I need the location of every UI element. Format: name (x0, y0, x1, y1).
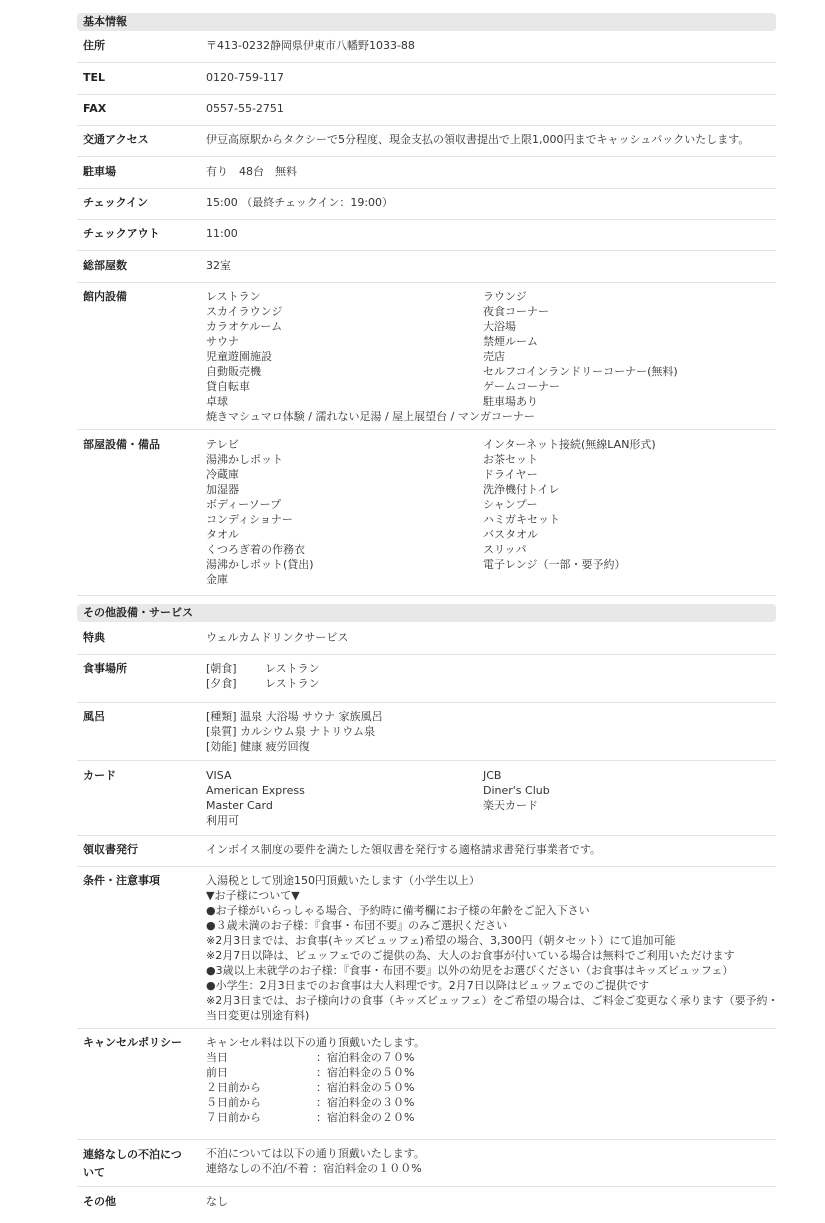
row-noshow (77, 1146, 776, 1187)
facility-item: サウナ (206, 335, 239, 348)
label-dining: 食事場所 (83, 662, 127, 675)
card-item: VISA (206, 769, 232, 782)
label-noshow: 連絡なしの不泊について (83, 1148, 182, 1179)
label-checkout: チェックアウト (83, 227, 160, 240)
condition-line: ※2月7日以降は、ビュッフェでのご提供の為、大人のお食事が付いている場合は無料でご利用いただけます (206, 949, 735, 962)
row-address (77, 38, 776, 63)
facility-item: スカイラウンジ (206, 305, 283, 318)
row-tel (77, 70, 776, 95)
amenity-item: 金庫 (206, 573, 228, 586)
amenity-item: 湯沸かしポット(貸出) (206, 558, 314, 571)
amenity-item: スリッパ (483, 543, 527, 556)
row-facilities (77, 289, 776, 430)
cancel-when: ５日前から (206, 1096, 261, 1109)
noshow-line: 連絡なしの不泊/不着 ：宿泊料金の１００% (206, 1162, 422, 1175)
section-header-basic: 基本情報 (77, 13, 776, 31)
facility-item: 夜食コーナー (483, 305, 549, 318)
row-parking (77, 164, 776, 189)
facility-item: 自動販売機 (206, 365, 261, 378)
cancel-fee: ：宿泊料金の５０% (316, 1066, 415, 1079)
dining-place: レストラン (265, 677, 320, 690)
label-fax: FAX (83, 102, 107, 115)
value-checkin: 15:00 （最終チェックイン：19:00） (206, 196, 394, 209)
value-checkout: 11:00 (206, 227, 238, 240)
condition-line: ▼お子様について▼ (206, 889, 300, 902)
noshow-list (206, 1146, 771, 1176)
card-item: Diner's Club (483, 784, 550, 797)
label-card: カード (83, 769, 116, 782)
amenities-col2 (483, 437, 656, 572)
section-header-other: その他設備・サービス (77, 604, 776, 622)
label-facilities: 館内設備 (83, 290, 127, 303)
label-tel: TEL (83, 71, 106, 84)
amenity-item: シャンプー (483, 498, 538, 511)
facility-item: 禁煙ルーム (483, 335, 538, 348)
value-benefit: ウェルカムドリンクサービス (206, 631, 349, 644)
card-item: 利用可 (206, 814, 239, 827)
label-conditions: 条件・注意事項 (83, 874, 160, 887)
amenity-item: ボディーソープ (206, 498, 282, 511)
condition-line: ※2月3日までは、お子様向けの食事（キッズビュッフェ）をご希望の場合は、ご料金ご変更なく承ります（要予約・ (206, 994, 779, 1007)
label-parking: 駐車場 (83, 165, 116, 178)
condition-line: ※2月3日までは、お食事(キッズビュッフェ)希望の場合、3,300円（朝タセット）にて追加可能 (206, 934, 676, 947)
cancel-intro: キャンセル料は以下の通り頂戴いたします。 (206, 1036, 426, 1049)
row-fax (77, 101, 776, 126)
value-address: 〒413-0232静岡県伊東市八幡野1033-88 (206, 39, 415, 52)
facility-item: セルフコインランドリーコーナー(無料) (483, 365, 678, 378)
dining-item (206, 661, 771, 676)
condition-line: ●お子様がいらっしゃる場合、予約時に備考欄にお子様の年齢をご記入下さい (206, 904, 590, 917)
condition-line: 入湯税として別途150円頂戴いたします（小学生以上） (206, 874, 480, 887)
amenity-item: 洗浄機付トイレ (483, 483, 560, 496)
bath-list (206, 709, 771, 754)
cancel-row (206, 1050, 771, 1065)
facility-item: 貸自転車 (206, 380, 250, 393)
facility-item: 焼きマシュマロ体験 / 濡れない足湯 / 屋上展望台 / マンガコーナー (206, 410, 535, 423)
noshow-line: 不泊については以下の通り頂戴いたします。 (206, 1147, 425, 1160)
dining-meal: [夕食] (206, 677, 237, 690)
card-col2 (483, 768, 550, 813)
amenity-item: インターネット接続(無線LAN形式) (483, 438, 656, 451)
label-cancel: キャンセルポリシー (83, 1036, 182, 1049)
facility-item: カラオケルーム (206, 320, 283, 333)
label-checkin: チェックイン (83, 196, 149, 209)
condition-line: ●3歳以上未就学のお子様：『食事・布団不要』以外の幼児をお選びください（お食事はキッズビュッフェ） (206, 964, 734, 977)
amenity-item: バスタオル (483, 528, 538, 541)
cancel-row (206, 1080, 771, 1095)
amenity-item: ハミガキセット (483, 513, 560, 526)
label-access: 交通アクセス (83, 133, 149, 146)
cancel-when: ７日前から (206, 1111, 261, 1124)
row-checkout (77, 226, 776, 251)
cancel-when: 前日 (206, 1066, 228, 1079)
cancel-when: ２日前から (206, 1081, 261, 1094)
value-rooms: 32室 (206, 259, 231, 272)
dining-item (206, 676, 771, 691)
amenity-item: テレビ (206, 438, 239, 451)
label-benefit: 特典 (83, 631, 105, 644)
cancel-row (206, 1110, 771, 1125)
dining-place: レストラン (265, 662, 320, 675)
amenity-item: ドライヤー (483, 468, 538, 481)
facility-item: 卓球 (206, 395, 228, 408)
label-other: その他 (83, 1195, 116, 1208)
amenity-item: お茶セット (483, 453, 538, 466)
row-conditions (77, 873, 779, 1029)
facility-item: 駐車場あり (483, 395, 538, 408)
bath-info: [効能] 健康 疲労回復 (206, 740, 310, 753)
cancel-list (206, 1035, 771, 1125)
row-rooms (77, 258, 776, 283)
label-receipt: 領収書発行 (83, 843, 138, 856)
amenity-item: くつろぎ着の作務衣 (206, 543, 305, 556)
row-cancel (77, 1035, 776, 1140)
row-access (77, 132, 776, 157)
value-other: なし (206, 1195, 228, 1208)
cancel-row (206, 1095, 771, 1110)
row-card (77, 768, 776, 836)
amenity-item: 電子レンジ（一部・要予約） (483, 558, 626, 571)
value-tel: 0120-759-117 (206, 71, 284, 84)
row-checkin (77, 195, 776, 220)
amenity-item: 冷蔵庫 (206, 468, 239, 481)
cancel-when: 当日 (206, 1051, 228, 1064)
card-item: 楽天カード (483, 799, 538, 812)
card-item: JCB (483, 769, 502, 782)
dining-list (206, 661, 771, 691)
cancel-fee: ：宿泊料金の２０% (316, 1111, 415, 1124)
dining-meal: [朝食] (206, 662, 237, 675)
value-fax: 0557-55-2751 (206, 102, 284, 115)
card-item: American Express (206, 784, 305, 797)
row-dining (77, 661, 776, 703)
row-other (77, 1194, 776, 1219)
cancel-row (206, 1065, 771, 1080)
facility-item: 大浴場 (483, 320, 516, 333)
condition-line: 当日変更は別途有料) (206, 1009, 310, 1022)
conditions-list (206, 873, 779, 1023)
row-bath (77, 709, 776, 761)
label-address: 住所 (83, 39, 105, 52)
value-access: 伊豆高原駅からタクシーで5分程度、現金支払の領収書提出で上限1,000円までキャッシュバックいたします。 (206, 133, 750, 146)
value-parking: 有り 48台 無料 (206, 165, 297, 178)
amenity-item: コンディショナー (206, 513, 293, 526)
row-amenities (77, 437, 776, 596)
facility-item: ラウンジ (483, 290, 527, 303)
label-amenities: 部屋設備・備品 (83, 438, 160, 451)
card-item: Master Card (206, 799, 273, 812)
facilities-col2 (483, 289, 678, 409)
facility-item: 児童遊園施設 (206, 350, 272, 363)
facility-item: 売店 (483, 350, 505, 363)
label-rooms: 総部屋数 (83, 259, 127, 272)
cancel-fee: ：宿泊料金の５０% (316, 1081, 415, 1094)
amenity-item: 湯沸かしポット (206, 453, 283, 466)
amenity-item: タオル (206, 528, 239, 541)
facility-item: ゲームコーナー (483, 380, 560, 393)
condition-line: ●３歳未満のお子様：『食事・布団不要』のみご選択ください (206, 919, 508, 932)
facility-item: レストラン (206, 290, 261, 303)
cancel-fee: ：宿泊料金の７０% (316, 1051, 415, 1064)
cancel-fee: ：宿泊料金の３０% (316, 1096, 415, 1109)
row-benefit (77, 630, 776, 655)
bath-info: [種類] 温泉 大浴場 サウナ 家族風呂 (206, 710, 383, 723)
bath-info: [泉質] カルシウム泉 ナトリウム泉 (206, 725, 376, 738)
label-bath: 風呂 (83, 710, 105, 723)
row-receipt (77, 842, 776, 867)
condition-line: ●小学生：2月3日までのお食事は大人料理です。2月7日以降はビュッフェでのご提供です (206, 979, 650, 992)
amenity-item: 加湿器 (206, 483, 239, 496)
value-receipt: インボイス制度の要件を満たした領収書を発行する適格請求書発行事業者です。 (206, 843, 602, 856)
